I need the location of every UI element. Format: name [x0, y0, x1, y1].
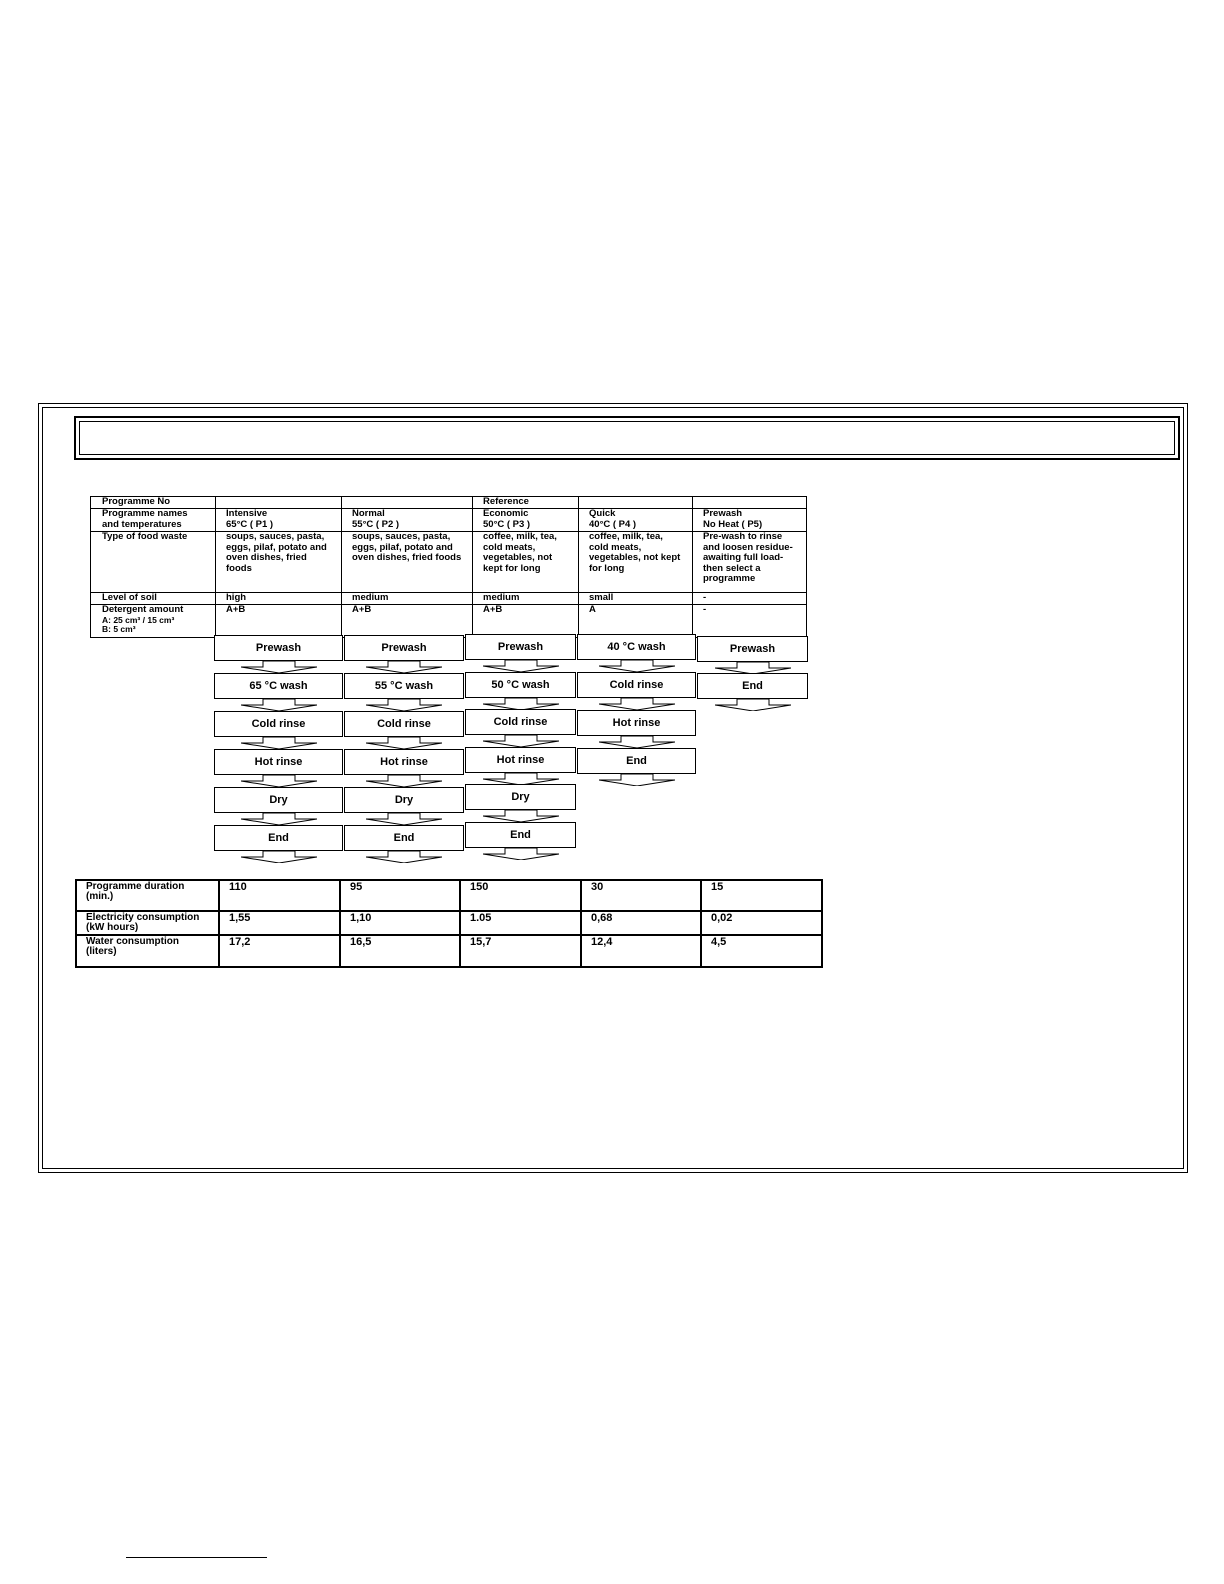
- down-arrow-icon: [241, 813, 317, 825]
- detergent-cell: A+B: [342, 605, 473, 638]
- table-row-soil: [91, 593, 807, 605]
- flow-step: 50 °C wash: [465, 672, 576, 698]
- flow-step: End: [214, 825, 343, 851]
- water-cell: 4,5: [701, 935, 822, 967]
- flow-step: Hot rinse: [465, 747, 576, 773]
- programme-no-cell: Reference: [473, 497, 579, 509]
- flow-step: Prewash: [344, 635, 464, 661]
- electricity-label: Electricity consumption (kW hours): [76, 911, 219, 935]
- water-cell: 15,7: [460, 935, 581, 967]
- table-row-names: [91, 509, 807, 532]
- soil-cell: -: [693, 593, 807, 605]
- electricity-cell: 0,02: [701, 911, 822, 935]
- consumption-table: [75, 879, 823, 968]
- flow-step: Dry: [344, 787, 464, 813]
- table-row-programme-no: [91, 497, 807, 509]
- detergent-note: A: 25 cm³ / 15 cm³ B: 5 cm³: [102, 614, 175, 634]
- food-waste-cell: coffee, milk, tea, cold meats, vegetables, not kept for long: [473, 532, 579, 593]
- programme-name-cell: Quick 40°C ( P4 ): [579, 509, 693, 532]
- table-row-electricity: [76, 911, 822, 935]
- soil-cell: high: [216, 593, 342, 605]
- down-arrow-icon: [241, 851, 317, 863]
- water-cell: 12,4: [581, 935, 701, 967]
- duration-cell: 30: [581, 880, 701, 911]
- food-waste-cell: Pre-wash to rinse and loosen residue-awaiting full load-then select a programme: [693, 532, 807, 593]
- flow-step: Hot rinse: [344, 749, 464, 775]
- flow-step: Dry: [465, 784, 576, 810]
- down-arrow-icon: [483, 660, 559, 672]
- flow-step: Hot rinse: [577, 710, 696, 736]
- programme-no-cell: [342, 497, 473, 509]
- detergent-cell: -: [693, 605, 807, 638]
- down-arrow-icon: [483, 735, 559, 747]
- duration-label: Programme duration (min.): [76, 880, 219, 911]
- water-cell: 16,5: [340, 935, 460, 967]
- table-row-duration: [76, 880, 822, 911]
- table-row-water: [76, 935, 822, 967]
- down-arrow-icon: [366, 737, 442, 749]
- food-waste-cell: soups, sauces, pasta, eggs, pilaf, potato and oven dishes, fried foods: [342, 532, 473, 593]
- down-arrow-icon: [241, 699, 317, 711]
- down-arrow-icon: [483, 810, 559, 822]
- table-row-detergent: [91, 605, 807, 638]
- programme-name-cell: Normal 55°C ( P2 ): [342, 509, 473, 532]
- programme-no-cell: [579, 497, 693, 509]
- down-arrow-icon: [483, 773, 559, 785]
- flow-step: Prewash: [465, 634, 576, 660]
- down-arrow-icon: [599, 736, 675, 748]
- names-label: Programme names and temperatures: [91, 509, 216, 532]
- flow-step: Hot rinse: [214, 749, 343, 775]
- down-arrow-icon: [366, 813, 442, 825]
- flow-step: End: [465, 822, 576, 848]
- down-arrow-icon: [366, 699, 442, 711]
- flow-step: 65 °C wash: [214, 673, 343, 699]
- flow-step: End: [697, 673, 808, 699]
- duration-cell: 95: [340, 880, 460, 911]
- programme-no-cell: [693, 497, 807, 509]
- down-arrow-icon: [366, 661, 442, 673]
- down-arrow-icon: [599, 774, 675, 786]
- soil-cell: medium: [473, 593, 579, 605]
- electricity-cell: 0,68: [581, 911, 701, 935]
- detergent-label: Detergent amount: [102, 604, 184, 615]
- soil-cell: small: [579, 593, 693, 605]
- down-arrow-icon: [715, 699, 791, 711]
- flow-step: Cold rinse: [577, 672, 696, 698]
- programme-no-label: Programme No: [91, 497, 216, 509]
- title-box: [74, 416, 1180, 460]
- down-arrow-icon: [366, 775, 442, 787]
- flow-step: Prewash: [697, 636, 808, 662]
- programme-no-cell: [216, 497, 342, 509]
- programme-table: [90, 496, 807, 638]
- detergent-cell: A+B: [216, 605, 342, 638]
- electricity-cell: 1,55: [219, 911, 340, 935]
- detergent-cell: A+B: [473, 605, 579, 638]
- footer-divider: [126, 1557, 267, 1558]
- flow-step: Cold rinse: [465, 709, 576, 735]
- soil-label: Level of soil: [91, 593, 216, 605]
- duration-cell: 150: [460, 880, 581, 911]
- electricity-cell: 1.05: [460, 911, 581, 935]
- flow-step: 55 °C wash: [344, 673, 464, 699]
- title-box-inner: [79, 421, 1175, 455]
- detergent-label-cell: [91, 605, 216, 638]
- flow-step: 40 °C wash: [577, 634, 696, 660]
- flow-step: End: [344, 825, 464, 851]
- water-label: Water consumption (liters): [76, 935, 219, 967]
- programme-name-cell: Intensive 65°C ( P1 ): [216, 509, 342, 532]
- down-arrow-icon: [483, 848, 559, 860]
- down-arrow-icon: [599, 660, 675, 672]
- detergent-cell: A: [579, 605, 693, 638]
- programme-name-cell: Prewash No Heat ( P5): [693, 509, 807, 532]
- down-arrow-icon: [599, 698, 675, 710]
- down-arrow-icon: [366, 851, 442, 863]
- down-arrow-icon: [241, 775, 317, 787]
- food-label: Type of food waste: [91, 532, 216, 593]
- food-waste-cell: coffee, milk, tea, cold meats, vegetables, not kept for long: [579, 532, 693, 593]
- flow-step: End: [577, 748, 696, 774]
- flow-step: Cold rinse: [344, 711, 464, 737]
- soil-cell: medium: [342, 593, 473, 605]
- duration-cell: 15: [701, 880, 822, 911]
- water-cell: 17,2: [219, 935, 340, 967]
- flow-step: Cold rinse: [214, 711, 343, 737]
- electricity-cell: 1,10: [340, 911, 460, 935]
- flow-step: Prewash: [214, 635, 343, 661]
- duration-cell: 110: [219, 880, 340, 911]
- table-row-food: [91, 532, 807, 593]
- programme-name-cell: Economic 50°C ( P3 ): [473, 509, 579, 532]
- down-arrow-icon: [241, 737, 317, 749]
- flow-step: Dry: [214, 787, 343, 813]
- food-waste-cell: soups, sauces, pasta, eggs, pilaf, potato and oven dishes, fried foods: [216, 532, 342, 593]
- down-arrow-icon: [483, 698, 559, 710]
- down-arrow-icon: [241, 661, 317, 673]
